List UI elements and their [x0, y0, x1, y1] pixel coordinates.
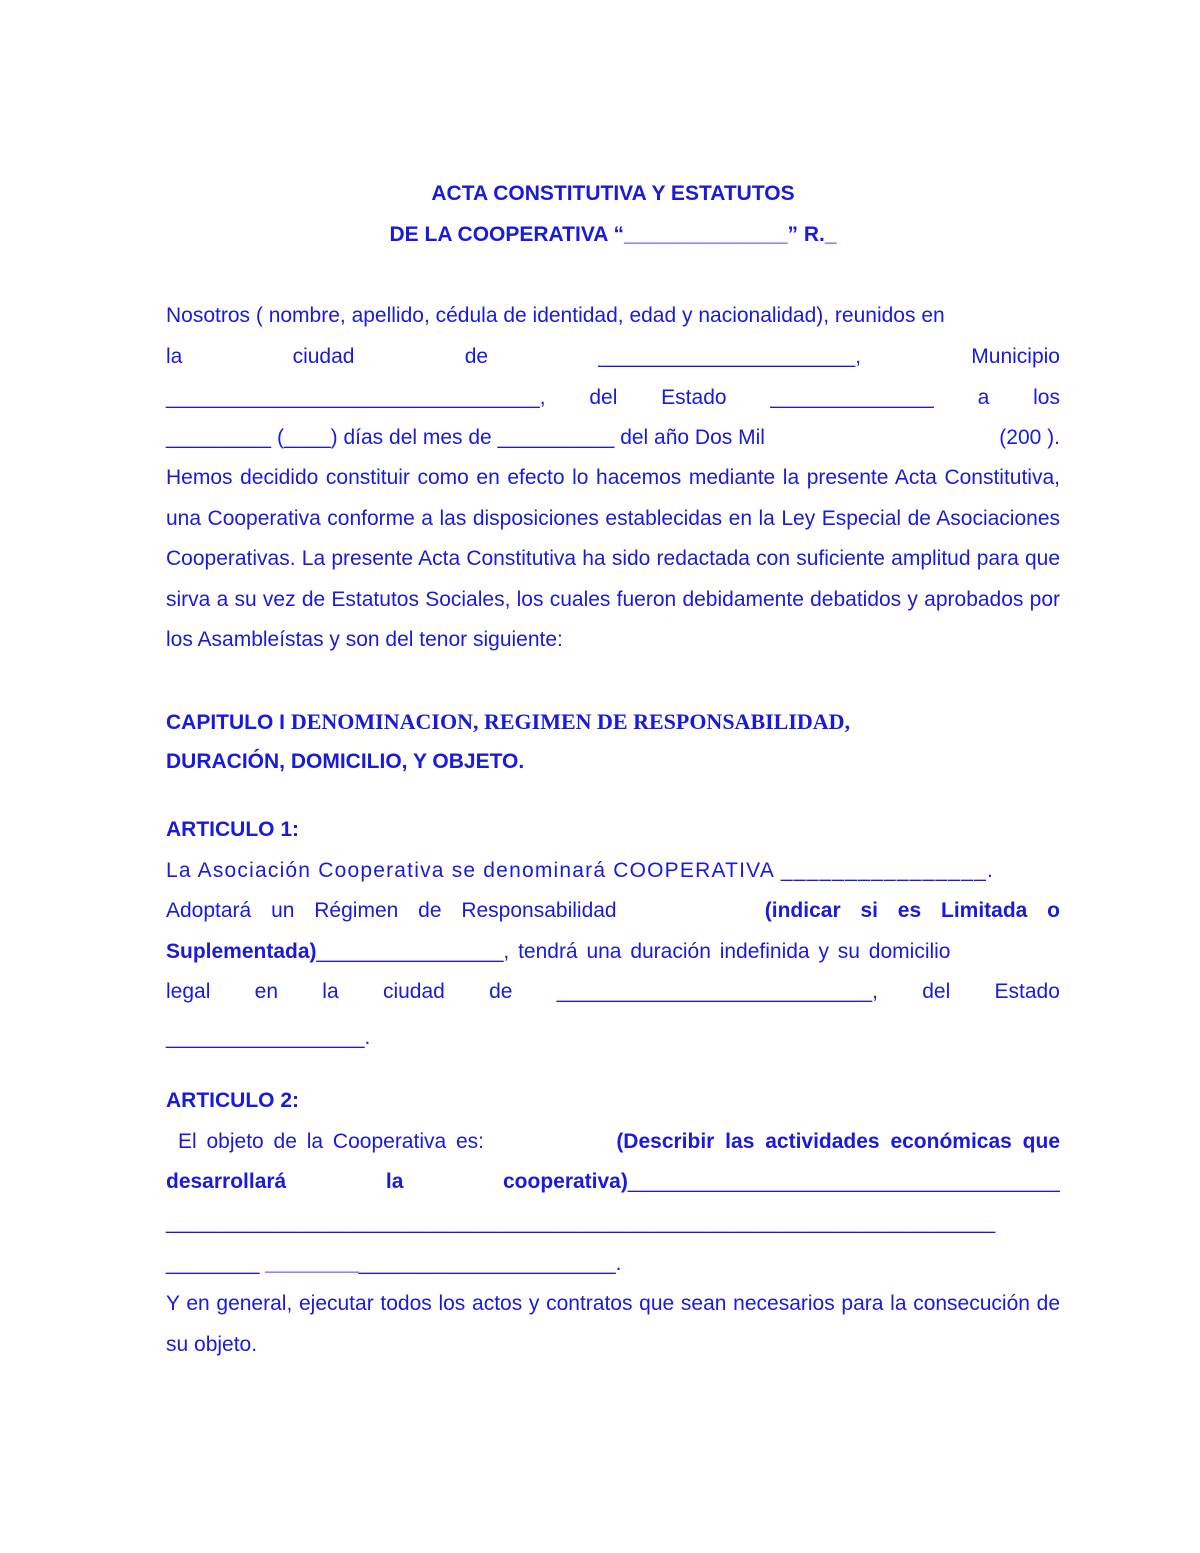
- article-1-word: del: [922, 980, 951, 1003]
- intro-line-2: [166, 337, 1060, 377]
- article-1-word: de: [489, 980, 513, 1003]
- chapter-1-heading-line-2: DURACIÓN, DOMICILIO, Y OBJETO.: [166, 750, 525, 773]
- article-1-text: ________________, tendrá una duración indefinida y su domicilio: [316, 940, 951, 963]
- article-1-line-3: [166, 932, 1060, 972]
- article-1-line-5: _________________.: [166, 1026, 371, 1049]
- intro-line-3: [166, 378, 1060, 418]
- article-2-instruction-word: cooperativa): [502, 1170, 628, 1193]
- article-2-instruction: (Describir las actividades económicas que: [616, 1130, 1060, 1153]
- intro-word: los: [1033, 386, 1060, 409]
- intro-word: de: [464, 345, 489, 368]
- chapter-title-part-1: DENOMINACION, REGIMEN DE RESPONSABILIDAD,: [290, 709, 851, 734]
- article-1-word: en: [254, 980, 279, 1003]
- estado-blank: ______________: [770, 386, 934, 409]
- municipio-blank: ________________________________,: [166, 386, 546, 409]
- article-2-text: El objeto de la Cooperativa es:: [178, 1130, 485, 1153]
- object-blank: ________: [166, 1252, 260, 1275]
- article-1-line-4: [166, 972, 1060, 1012]
- object-blank-bold: ________: [265, 1252, 359, 1275]
- intro-line-4: [166, 418, 1060, 458]
- intro-word: la: [166, 345, 183, 368]
- article-1-word: la: [322, 980, 339, 1003]
- chapter-1-heading-line-1: [166, 702, 1060, 743]
- domicile-blank: ___________________________,: [556, 980, 878, 1003]
- article-1-instruction: (indicar si es Limitada o: [764, 899, 1060, 922]
- object-blank: _____________________________________: [627, 1170, 1060, 1193]
- article-2-closing-paragraph: Y en general, ejecutar todos los actos y contratos que sean necesarios para la consecución de su objeto.: [166, 1292, 1060, 1356]
- article-1-word: Estado: [994, 980, 1060, 1003]
- chapter-label: CAPITULO I: [166, 711, 285, 734]
- article-2-heading: ARTICULO 2:: [166, 1089, 299, 1112]
- article-2-instruction-word: desarrollará: [166, 1170, 287, 1193]
- article-1-text: La Asociación Cooperativa se denominará COOPERATIVA ________________.: [166, 859, 995, 882]
- article-2-line-1: [166, 1122, 1060, 1162]
- article-2-line-4: [166, 1244, 1060, 1284]
- date-text: _________ (____) días del mes de __________ del año Dos Mil: [166, 426, 765, 449]
- intro-word: Municipio: [971, 345, 1060, 368]
- article-2-instruction-word: la: [385, 1170, 404, 1193]
- intro-line-1: Nosotros ( nombre, apellido, cédula de identidad, edad y nacionalidad), reunidos en: [166, 304, 945, 327]
- article-1-line-1: [166, 851, 1060, 891]
- intro-word: Estado: [661, 386, 727, 409]
- article-2-instruction-with-blank: [503, 1162, 1060, 1202]
- article-2-line-2: [166, 1162, 1060, 1202]
- article-2-line-3: _______________________________________________________________________: [166, 1211, 996, 1234]
- intro-word: ciudad: [292, 345, 355, 368]
- intro-paragraph-2: Hemos decidido constituir como en efecto lo hacemos mediante la presente Acta Constitutiva, una Cooperativa conforme a las disposiciones establecidas en la Ley Especial de Asociaciones Cooperativas. La presente Acta Constitutiva ha sido redactada con suficiente amplitud para que sirva a su vez de Estatutos Sociales, los cuales fueron debidamente debatidos y aprobados por los Asambleístas y son del tenor siguiente:: [166, 466, 1060, 652]
- city-blank: ______________________,: [598, 345, 862, 368]
- intro-word: a: [977, 386, 990, 409]
- article-1-word: ciudad: [382, 980, 445, 1003]
- document-title-line-2: DE LA COOPERATIVA “______________” R._: [389, 223, 837, 246]
- document-title-line-1: ACTA CONSTITUTIVA Y ESTATUTOS: [431, 182, 795, 205]
- intro-word: del: [589, 386, 618, 409]
- article-1-instruction: Suplementada): [166, 940, 317, 963]
- article-1-heading: ARTICULO 1:: [166, 818, 299, 841]
- object-blank: ______________________.: [358, 1252, 622, 1275]
- article-1-word: legal: [166, 980, 211, 1003]
- article-1-text: Adoptará un Régimen de Responsabilidad: [166, 899, 617, 922]
- article-1-line-2: [166, 891, 1060, 931]
- year-text: (200 ).: [999, 426, 1060, 449]
